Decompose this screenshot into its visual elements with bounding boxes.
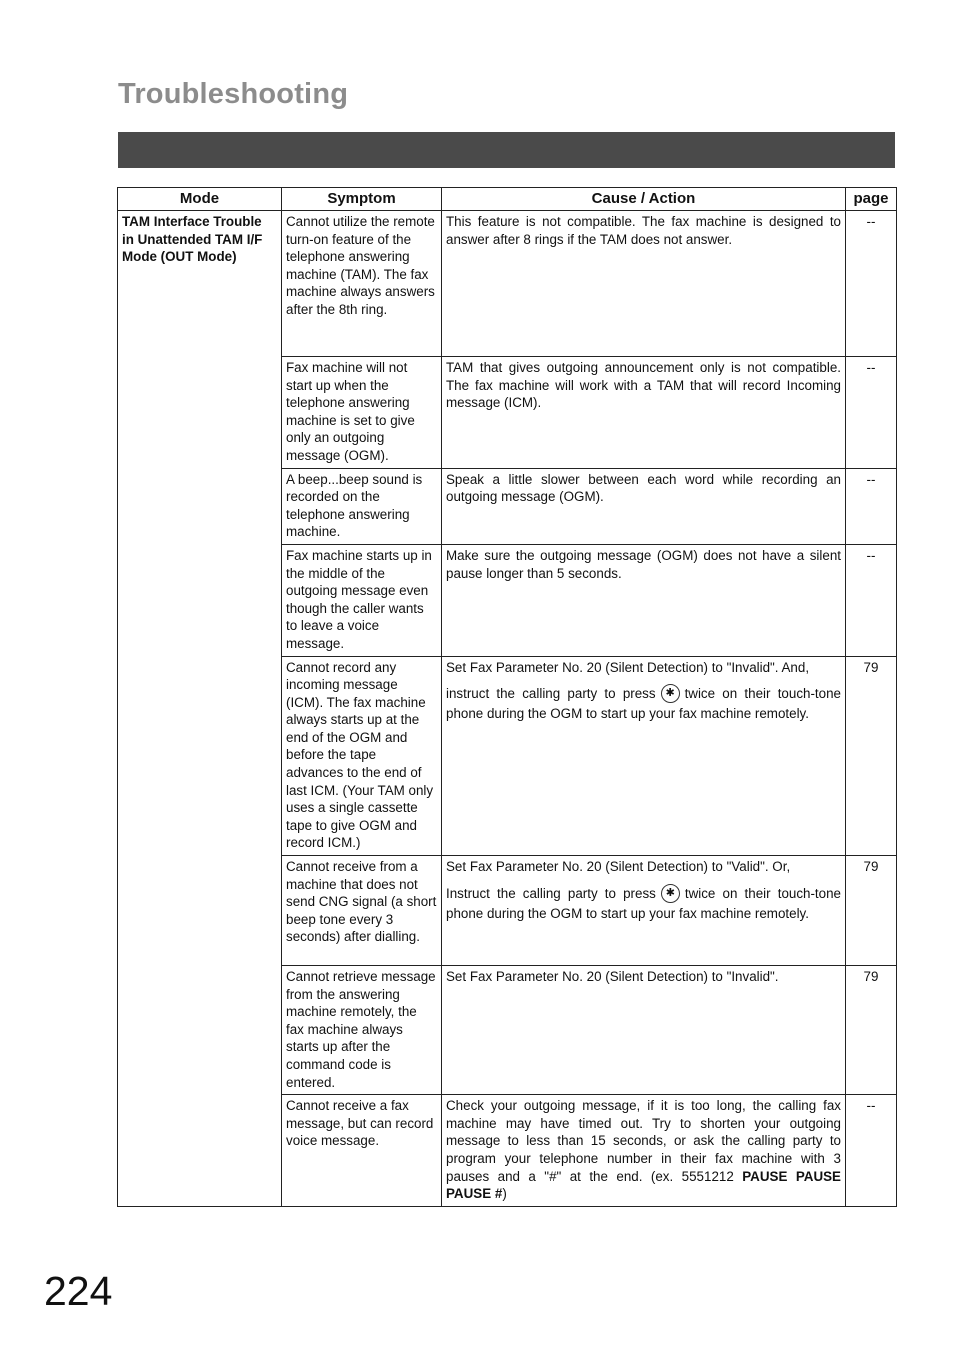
page-ref-cell: -- xyxy=(846,211,897,357)
page-ref-cell: 79 xyxy=(846,656,897,856)
symptom-cell: A beep...beep sound is recorded on the telephone answering machine. xyxy=(282,468,442,544)
star-key-icon: ✱ xyxy=(661,884,680,903)
page-ref-cell: -- xyxy=(846,468,897,544)
column-header-page: page xyxy=(846,188,897,211)
table-header-row xyxy=(118,188,897,211)
cause-text: twice on their touch-tone phone during the OGM to start up your fax machine remotely. xyxy=(446,686,841,722)
cause-text: twice on their touch-tone phone during the OGM to start up your fax machine remotely. xyxy=(446,885,841,921)
cause-cell xyxy=(442,856,846,966)
cause-cell: Make sure the outgoing message (OGM) does not have a silent pause longer than 5 seconds. xyxy=(442,544,846,656)
cause-text: Check your outgoing message, if it is too long, the calling fax machine may have timed out. Try to shorten your outgoing message to less than 15 seconds, or ask the calling party to program your telephone number in their fax machine with 3 pauses and a "#" at the end. (ex. 5551212 xyxy=(446,1098,841,1184)
table-row xyxy=(118,211,897,357)
cause-cell: Set Fax Parameter No. 20 (Silent Detection) to "Invalid". xyxy=(442,966,846,1095)
page-title: Troubleshooting xyxy=(118,78,349,110)
page-ref-cell: -- xyxy=(846,544,897,656)
cause-text: ) xyxy=(502,1186,507,1202)
page-ref-cell: 79 xyxy=(846,856,897,966)
star-key-icon: ✱ xyxy=(661,684,680,703)
cause-text: Set Fax Parameter No. 20 (Silent Detection) to "Invalid". And, xyxy=(446,659,810,675)
cause-cell: This feature is not compatible. The fax machine is designed to answer after 8 rings if the TAM does not answer. xyxy=(442,211,846,357)
column-header-cause-action: Cause / Action xyxy=(442,188,846,211)
mode-cell: TAM Interface Trouble in Unattended TAM I/F Mode (OUT Mode) xyxy=(118,211,282,1207)
cause-cell: Speak a little slower between each word while recording an outgoing message (OGM). xyxy=(442,468,846,544)
symptom-cell: Cannot receive from a machine that does not send CNG signal (a short beep tone every 3 seconds) after dialling. xyxy=(282,856,442,966)
symptom-cell: Cannot retrieve message from the answering machine remotely, the fax machine always starts up after the command code is entered. xyxy=(282,966,442,1095)
cause-cell xyxy=(442,656,846,856)
symptom-cell: Cannot utilize the remote turn-on feature of the telephone answering machine (TAM). The fax machine always answers after the 8th ring. xyxy=(282,211,442,357)
cause-cell xyxy=(442,1095,846,1207)
cause-bold-keys: PAUSE PAUSE PAUSE # xyxy=(446,1168,841,1202)
cause-cell: TAM that gives outgoing announcement only is not compatible. The fax machine will work with a TAM that will record Incoming message (ICM). xyxy=(442,357,846,469)
symptom-cell: Fax machine will not start up when the telephone answering machine is set to give only an outgoing message (OGM). xyxy=(282,357,442,469)
cause-text: instruct the calling party to press xyxy=(446,686,656,702)
page-ref-cell: -- xyxy=(846,1095,897,1207)
cause-text: Set Fax Parameter No. 20 (Silent Detection) to "Valid". Or, xyxy=(446,859,791,875)
page-number: 224 xyxy=(44,1268,113,1314)
cause-text: Instruct the calling party to press xyxy=(446,885,656,901)
page-ref-cell: -- xyxy=(846,357,897,469)
column-header-mode: Mode xyxy=(118,188,282,211)
page-ref-cell: 79 xyxy=(846,966,897,1095)
column-header-symptom: Symptom xyxy=(282,188,442,211)
section-header-bar xyxy=(118,132,895,168)
troubleshooting-table xyxy=(117,187,897,1207)
symptom-cell: Cannot receive a fax message, but can record voice message. xyxy=(282,1095,442,1207)
symptom-cell: Fax machine starts up in the middle of the outgoing message even though the caller wants to leave a voice message. xyxy=(282,544,442,656)
symptom-cell: Cannot record any incoming message (ICM). The fax machine always starts up at the end of the OGM and before the tape advances to the end of last ICM. (Your TAM only uses a single cassette tape to give OGM and record ICM.) xyxy=(282,656,442,856)
